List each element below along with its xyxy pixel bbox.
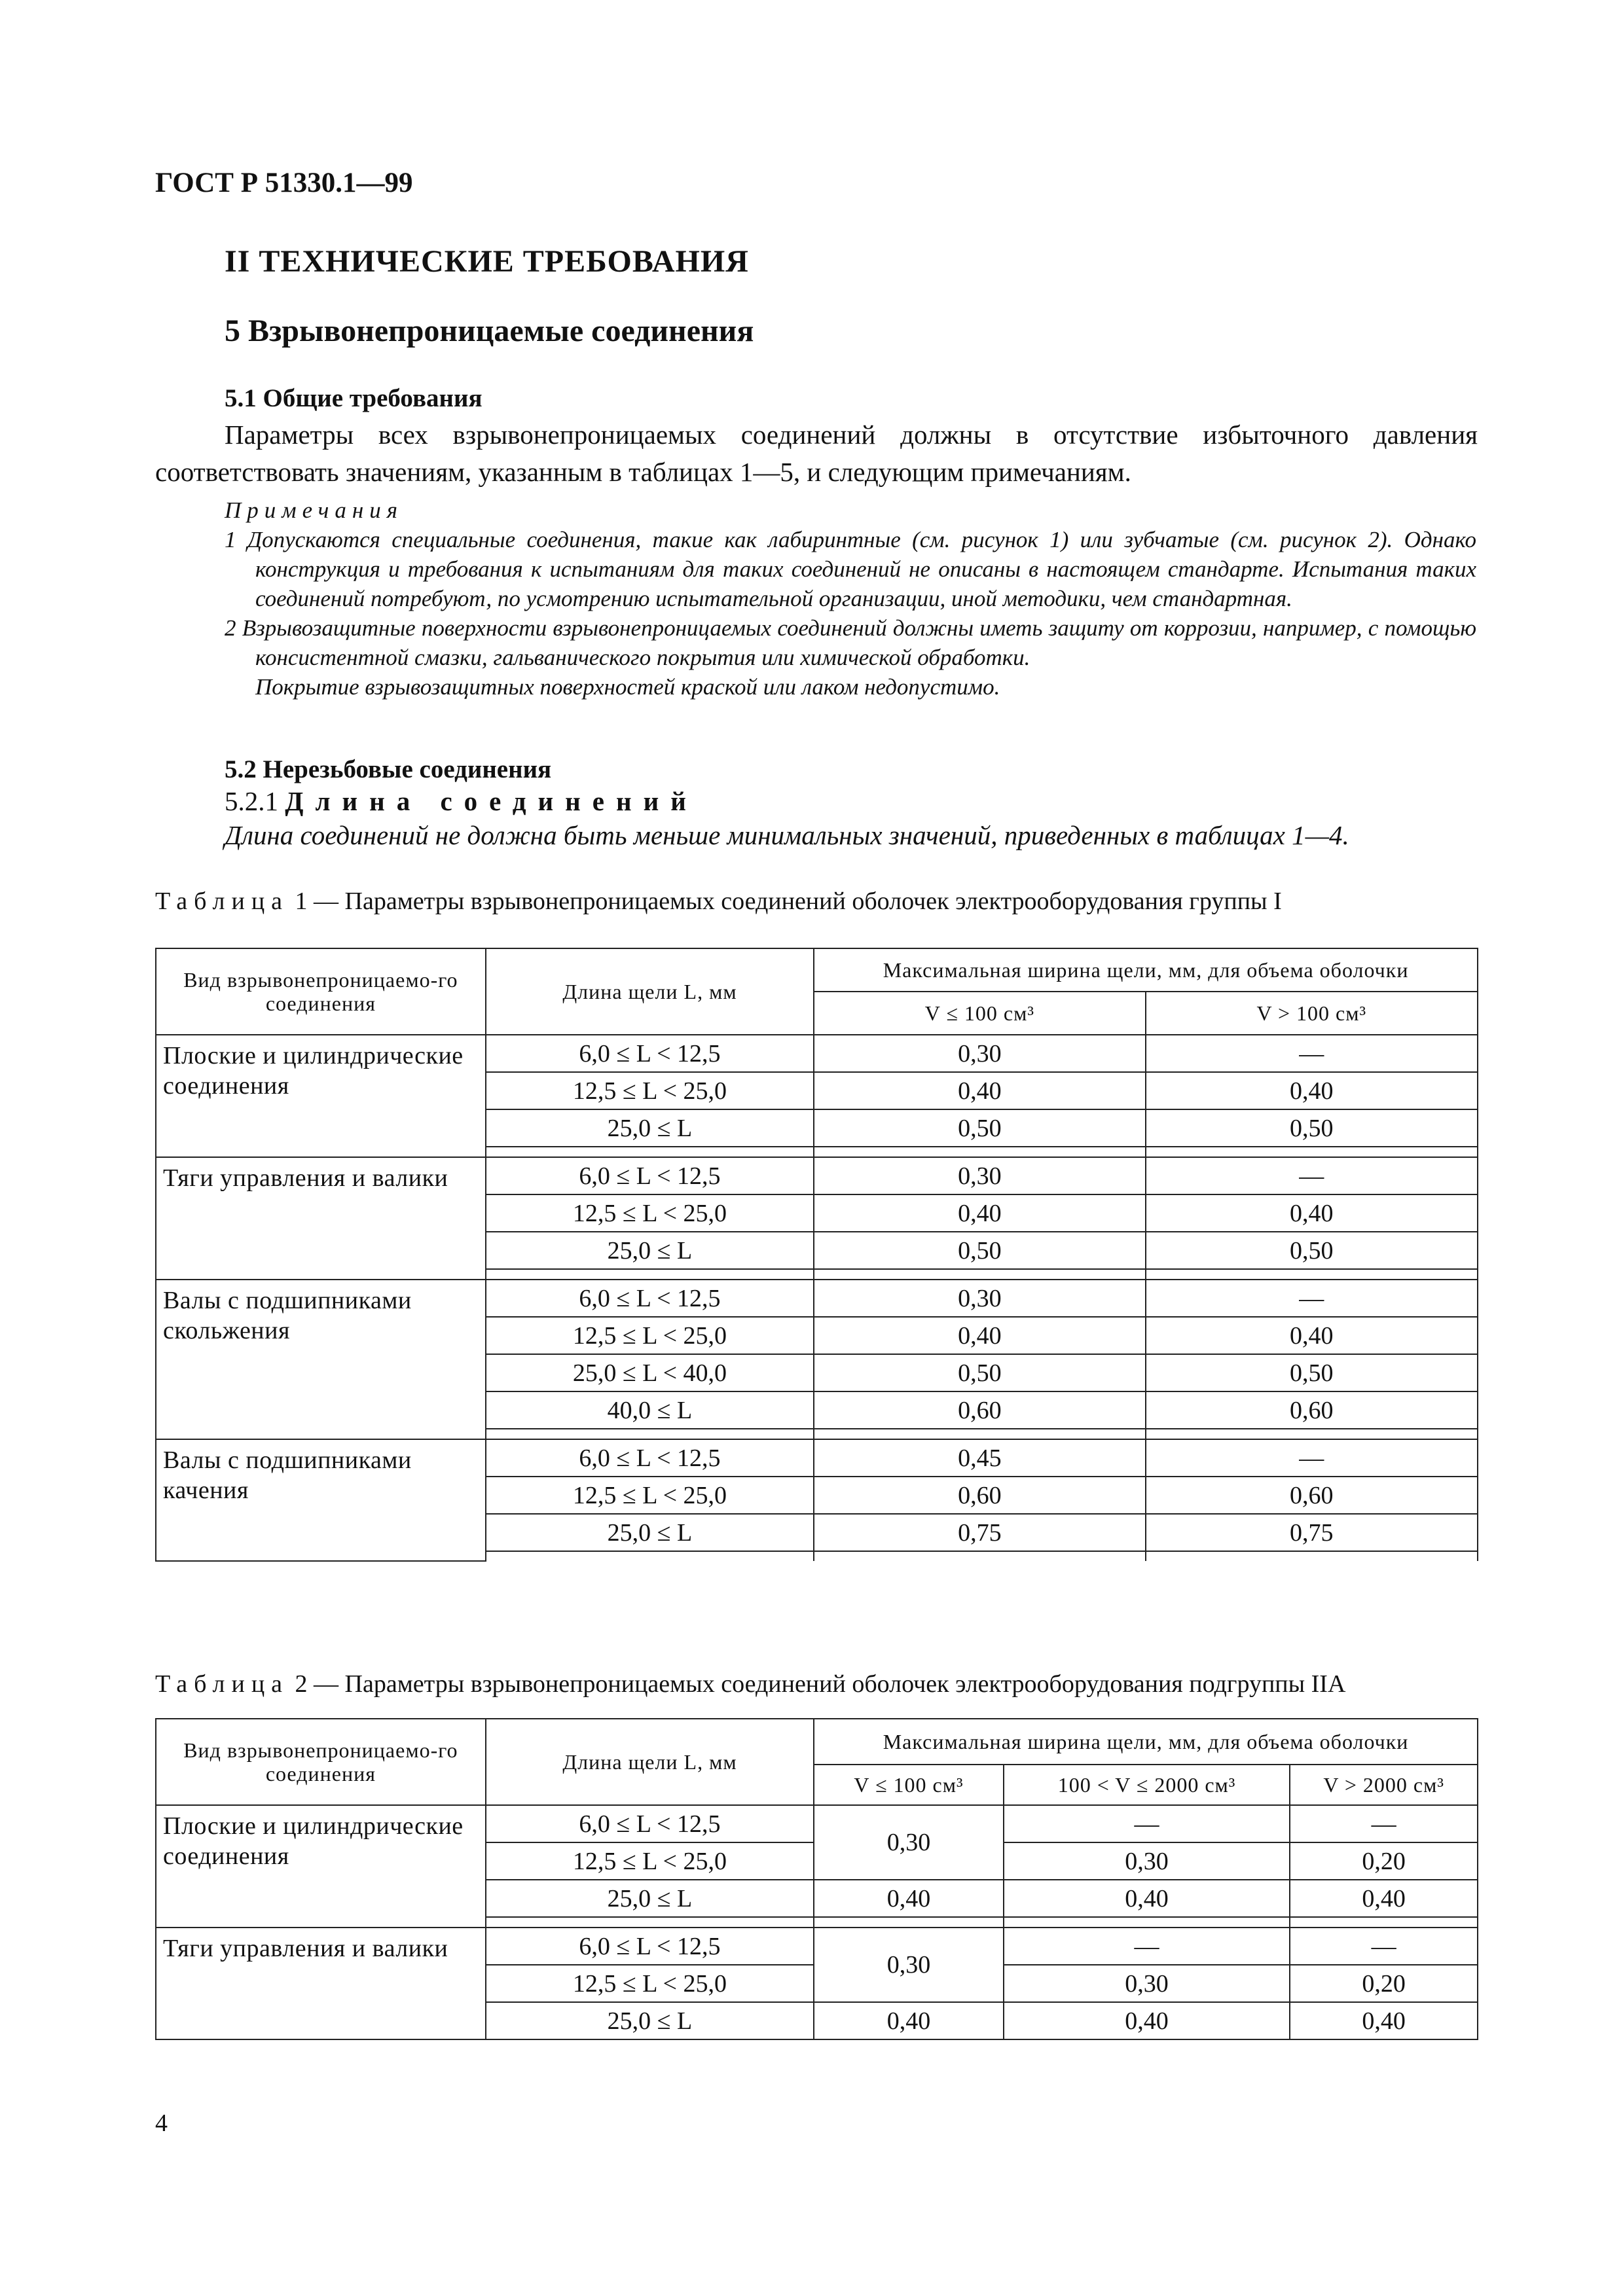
gap-width-v3-cell: 0,20 (1290, 1842, 1478, 1880)
table-header-row (156, 1719, 1478, 1765)
table-header-row (156, 948, 1478, 992)
gap-width-v1-cell: 0,40 (814, 1317, 1145, 1354)
gap-width-v2-cell: 0,60 (1146, 1477, 1478, 1514)
gap-width-v3-cell: 0,40 (1290, 1880, 1478, 1917)
gap-width-v1-cell: 0,50 (814, 1109, 1145, 1147)
gap-length-cell: 25,0 ≤ L (486, 1232, 814, 1269)
gap-length-cell: 6,0 ≤ L < 12,5 (486, 1035, 814, 1072)
spacer-cell (814, 1429, 1145, 1439)
spacer-cell (486, 1147, 814, 1157)
spacer-cell (1146, 1147, 1478, 1157)
gap-length-cell: 25,0 ≤ L (486, 2002, 814, 2039)
clause-5-2-heading: 5.2 Нерезьбовые соединения (225, 755, 552, 783)
gap-length-cell: 25,0 ≤ L < 40,0 (486, 1354, 814, 1391)
table-row (156, 1280, 1478, 1317)
gap-length-cell: 25,0 ≤ L (486, 1514, 814, 1551)
gap-width-v1-cell: 0,40 (814, 2002, 1004, 2039)
header-volume-2: 100 < V ≤ 2000 см³ (1004, 1765, 1290, 1805)
table-row (156, 1805, 1478, 1842)
gap-width-v1-cell: 0,50 (814, 1354, 1145, 1391)
gap-width-v1-cell: 0,30 (814, 1157, 1145, 1194)
table-1-body (156, 1035, 1478, 1561)
gap-length-cell: 12,5 ≤ L < 25,0 (486, 1965, 814, 2002)
section-title: II ТЕХНИЧЕСКИЕ ТРЕБОВАНИЯ (225, 244, 749, 279)
header-joint-type: Вид взрывонепроницаемо-го соединения (156, 1719, 486, 1805)
table-1 (155, 948, 1478, 1562)
table-1-caption (155, 887, 1484, 916)
gap-width-v1-cell: 0,75 (814, 1514, 1145, 1551)
gap-width-v2-cell: — (1146, 1035, 1478, 1072)
subclause-number: 5.2.1 (225, 786, 278, 816)
gap-width-v2-cell: 0,75 (1146, 1514, 1478, 1551)
gap-length-cell: 12,5 ≤ L < 25,0 (486, 1194, 814, 1232)
clause-title: 5 Взрывонепроницаемые соединения (225, 314, 754, 348)
gap-length-cell: 6,0 ≤ L < 12,5 (486, 1928, 814, 1965)
gap-length-cell: 6,0 ≤ L < 12,5 (486, 1439, 814, 1477)
spacer-cell (486, 1917, 814, 1928)
header-max-gap-width: Максимальная ширина щели, мм, для объема оболочки (814, 948, 1478, 992)
gap-width-v3-cell: — (1290, 1805, 1478, 1842)
gap-width-v2-cell: 0,40 (1146, 1317, 1478, 1354)
gap-width-v2-cell: 0,60 (1146, 1391, 1478, 1429)
spacer-cell (1290, 1917, 1478, 1928)
caption-word: Таблица (155, 888, 289, 915)
clause-5-2-1-text: Длина соединений не должна быть меньше минимальных значений, приведенных в таблицах 1—4. (225, 820, 1349, 850)
table-2-caption (155, 1670, 1484, 1698)
gap-width-v1-cell: 0,50 (814, 1232, 1145, 1269)
header-gap-length: Длина щели L, мм (486, 1719, 814, 1805)
gap-length-cell: 12,5 ≤ L < 25,0 (486, 1072, 814, 1109)
joint-type-cell: Тяги управления и валики (156, 1928, 486, 2039)
gap-width-v2-cell: 0,50 (1146, 1232, 1478, 1269)
note-item: 2 Взрывозащитные поверхности взрывонепроницаемых соединений должны иметь защиту от коррозии, например, с помощью консистентной смазки, гальванического покрытия или химической обработки. (225, 615, 1476, 670)
gap-length-cell: 25,0 ≤ L (486, 1880, 814, 1917)
joint-type-cell: Валы с подшипниками скольжения (156, 1280, 486, 1439)
clause-5-1-paragraph (155, 416, 1478, 491)
gap-width-v1-cell: 0,40 (814, 1880, 1004, 1917)
table-row (156, 1928, 1478, 1965)
joint-type-cell: Тяги управления и валики (156, 1157, 486, 1280)
note-item-continuation: Покрытие взрывозащитных поверхностей краской или лаком недопустимо. (255, 674, 1000, 700)
caption-word: Таблица (155, 1670, 289, 1698)
gap-width-v2-cell: — (1146, 1280, 1478, 1317)
notes-block (225, 495, 1476, 702)
gap-width-v2-cell: 0,30 (1004, 1965, 1290, 2002)
table-2 (155, 1718, 1478, 2040)
gap-width-v1-cell: 0,45 (814, 1439, 1145, 1477)
header-volume-1: V ≤ 100 см³ (814, 992, 1145, 1035)
spacer-cell (1146, 1429, 1478, 1439)
spacer-cell (486, 1269, 814, 1280)
header-max-gap-width: Максимальная ширина щели, мм, для объема оболочки (814, 1719, 1478, 1765)
header-volume-3: V > 2000 см³ (1290, 1765, 1478, 1805)
table-row (156, 1439, 1478, 1477)
gap-width-v2-cell: — (1004, 1928, 1290, 1965)
spacer-cell (486, 1429, 814, 1439)
clause-5-2-1-heading (225, 785, 698, 817)
subclause-title: Длина соединений (285, 786, 698, 816)
gap-width-v2-cell: 0,30 (1004, 1842, 1290, 1880)
spacer-cell (1004, 1917, 1290, 1928)
header-volume-2: V > 100 см³ (1146, 992, 1478, 1035)
spacer-cell (1146, 1269, 1478, 1280)
gap-length-cell: 6,0 ≤ L < 12,5 (486, 1280, 814, 1317)
page-number: 4 (155, 2109, 168, 2137)
gap-width-v1-cell: 0,30 (814, 1280, 1145, 1317)
spacer-cell (814, 1147, 1145, 1157)
gap-width-v2-cell: 0,40 (1146, 1072, 1478, 1109)
note-item: 1 Допускаются специальные соединения, такие как лабиринтные (см. рисунок 1) или зубчатые (см. рисунок 2). Однако конструкция и требования к испытаниям для таких соединений не описаны в настоящем стандарте. Испытания таких соединений потребуют, по усмотрению испытательной организации, иной методики, чем стандартная. (225, 527, 1476, 611)
table-row (156, 1035, 1478, 1072)
gap-width-v1-cell: 0,40 (814, 1194, 1145, 1232)
table-row (156, 1157, 1478, 1194)
document-id: ГОСТ Р 51330.1—99 (155, 168, 413, 198)
notes-title: Примечания (225, 497, 404, 523)
gap-length-cell: 6,0 ≤ L < 12,5 (486, 1805, 814, 1842)
gap-width-v2-cell: 0,40 (1004, 2002, 1290, 2039)
joint-type-cell: Плоские и цилиндрические соединения (156, 1035, 486, 1157)
spacer-cell (814, 1551, 1145, 1561)
header-volume-1: V ≤ 100 см³ (814, 1765, 1004, 1805)
gap-width-v1-cell: 0,30 (814, 1035, 1145, 1072)
header-joint-type: Вид взрывонепроницаемо-го соединения (156, 948, 486, 1035)
gap-length-cell: 25,0 ≤ L (486, 1109, 814, 1147)
gap-width-v2-cell: — (1146, 1157, 1478, 1194)
table-2-body (156, 1805, 1478, 2039)
spacer-cell (814, 1269, 1145, 1280)
gap-width-v2-cell: 0,50 (1146, 1354, 1478, 1391)
gap-length-cell: 12,5 ≤ L < 25,0 (486, 1477, 814, 1514)
gap-width-v1-cell: 0,30 (814, 1805, 1004, 1880)
gap-width-v2-cell: 0,40 (1004, 1880, 1290, 1917)
joint-type-cell: Плоские и цилиндрические соединения (156, 1805, 486, 1928)
header-gap-length: Длина щели L, мм (486, 948, 814, 1035)
gap-width-v1-cell: 0,60 (814, 1477, 1145, 1514)
gap-length-cell: 6,0 ≤ L < 12,5 (486, 1157, 814, 1194)
spacer-cell (486, 1551, 814, 1561)
spacer-cell (814, 1917, 1004, 1928)
caption-text: 2 — Параметры взрывонепроницаемых соединений оболочек электрооборудования подгруппы IIА (295, 1670, 1346, 1698)
gap-width-v3-cell: — (1290, 1928, 1478, 1965)
gap-width-v2-cell: 0,40 (1146, 1194, 1478, 1232)
gap-length-cell: 12,5 ≤ L < 25,0 (486, 1317, 814, 1354)
caption-text: 1 — Параметры взрывонепроницаемых соединений оболочек электрооборудования группы I (295, 888, 1282, 915)
spacer-cell (1146, 1551, 1478, 1561)
gap-width-v2-cell: — (1146, 1439, 1478, 1477)
gap-width-v1-cell: 0,40 (814, 1072, 1145, 1109)
clause-5-1-heading: 5.1 Общие требования (225, 384, 483, 412)
gap-length-cell: 40,0 ≤ L (486, 1391, 814, 1429)
gap-length-cell: 12,5 ≤ L < 25,0 (486, 1842, 814, 1880)
joint-type-cell: Валы с подшипниками качения (156, 1439, 486, 1561)
paragraph-text: Параметры всех взрывонепроницаемых соединений должны в отсутствие избыточного давления соответствовать значениям, указанным в таблицах 1—5, и следующим примечаниям. (155, 420, 1478, 487)
gap-width-v3-cell: 0,20 (1290, 1965, 1478, 2002)
gap-width-v1-cell: 0,30 (814, 1928, 1004, 2002)
gap-width-v3-cell: 0,40 (1290, 2002, 1478, 2039)
gap-width-v2-cell: 0,50 (1146, 1109, 1478, 1147)
gap-width-v1-cell: 0,60 (814, 1391, 1145, 1429)
gap-width-v2-cell: — (1004, 1805, 1290, 1842)
